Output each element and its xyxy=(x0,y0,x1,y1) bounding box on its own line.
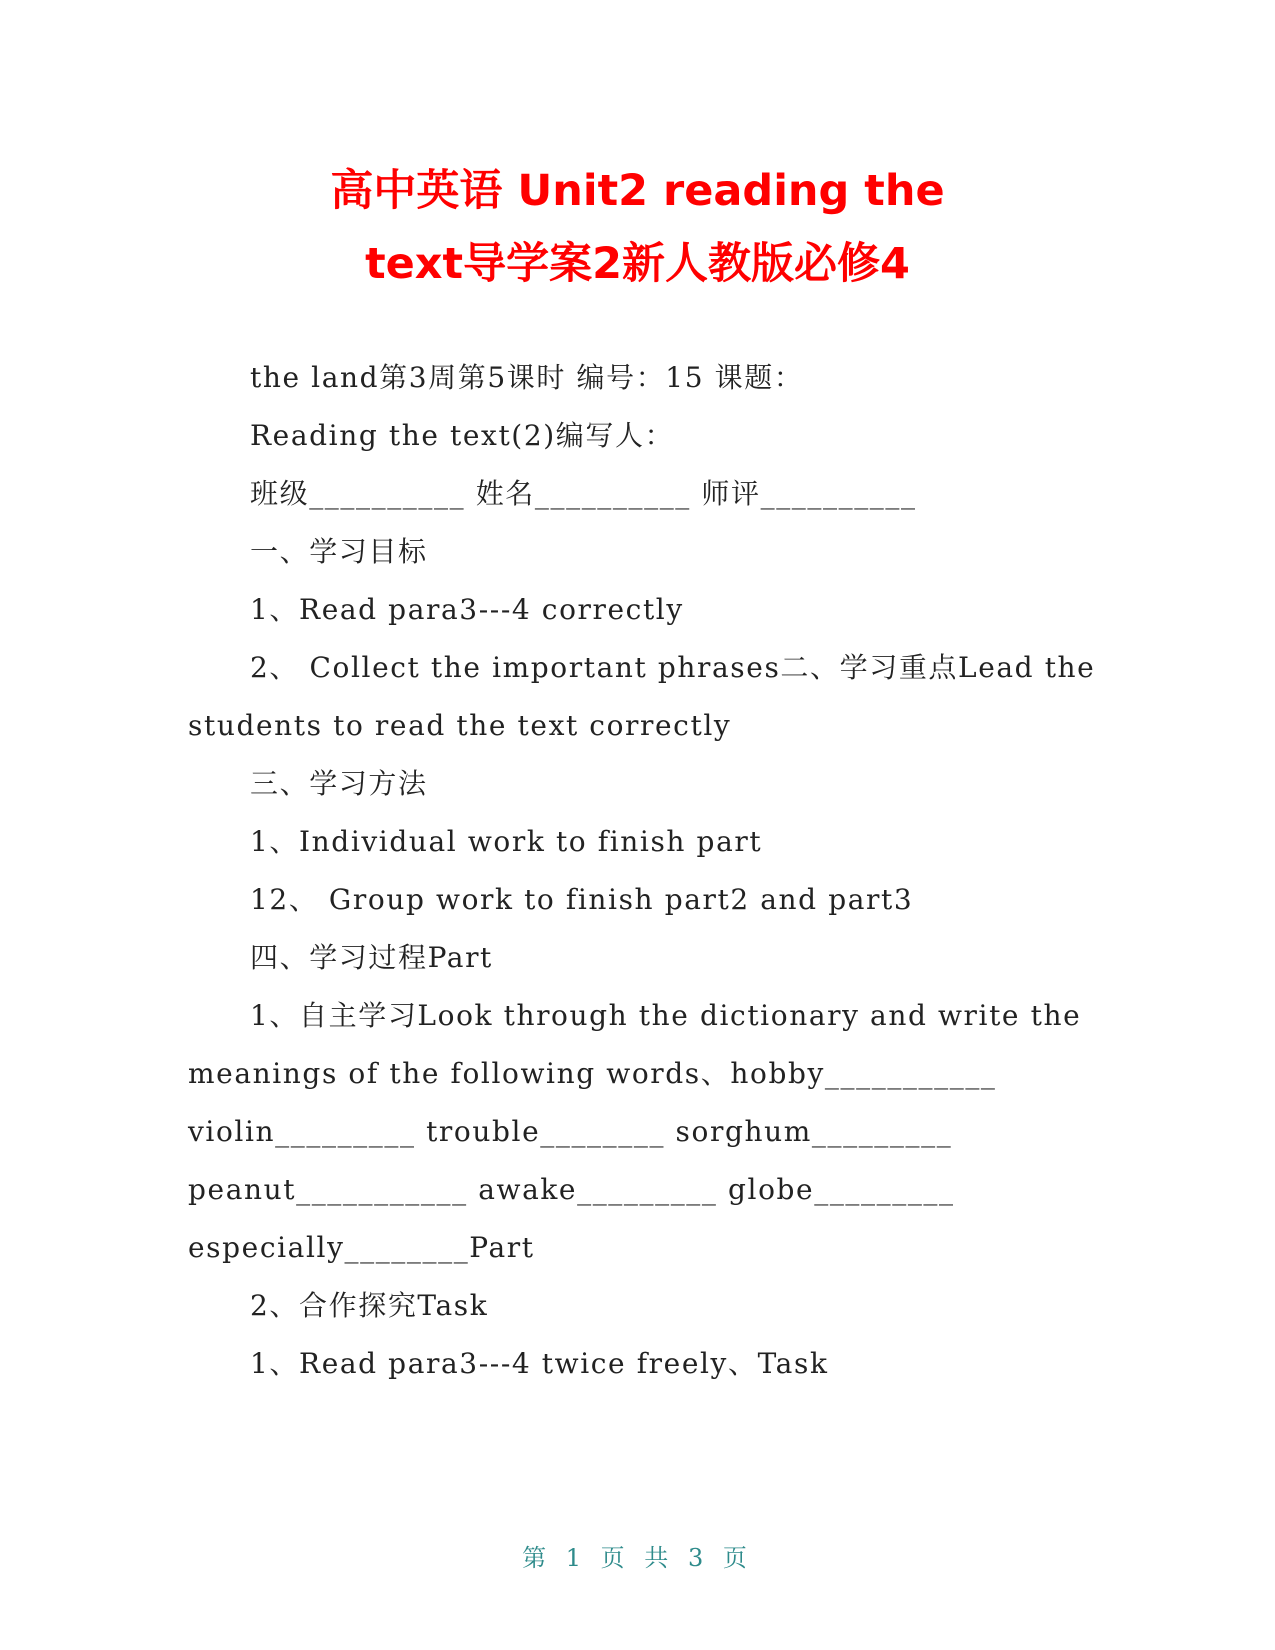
vocabulary-line-3: peanut___________ awake_________ globe_________ xyxy=(188,1173,955,1206)
header-info-line: the land第3周第5课时 编号：15 课题： xyxy=(250,361,804,394)
vocabulary-line-2: violin_________ trouble________ sorghum_________ xyxy=(188,1115,953,1148)
page-number-footer: 第 1 页 共 3 页 xyxy=(522,1544,753,1572)
document-title-line-1: 高中英语 Unit2 reading the xyxy=(330,166,945,216)
section-heading-process: 四、学习过程Part xyxy=(250,941,493,974)
document-title-line-2: text导学案2新人教版必修4 xyxy=(365,239,910,289)
method-item-2: 12、 Group work to finish part2 and part3 xyxy=(250,883,914,916)
objective-item-2: 2、 Collect the important phrases二、学习重点Lead the xyxy=(250,651,1096,684)
header-topic-line: Reading the text(2)编写人： xyxy=(250,419,675,452)
method-item-1: 1、Individual work to finish part xyxy=(250,825,763,858)
task-item-1: 1、Read para3---4 twice freely、Task xyxy=(250,1347,829,1380)
vocabulary-line-4: especially________Part xyxy=(188,1231,535,1264)
section-heading-objectives: 一、学习目标 xyxy=(250,535,428,568)
key-point-continuation: students to read the text correctly xyxy=(188,709,732,742)
vocabulary-line-1: meanings of the following words、hobby___________ xyxy=(188,1057,997,1090)
process-item-2: 2、合作探究Task xyxy=(250,1289,489,1322)
process-item-1: 1、自主学习Look through the dictionary and write the xyxy=(250,999,1082,1032)
student-info-line: 班级__________ 姓名__________ 师评__________ xyxy=(250,477,917,510)
section-heading-methods: 三、学习方法 xyxy=(250,767,428,800)
objective-item-1: 1、Read para3---4 correctly xyxy=(250,593,684,626)
